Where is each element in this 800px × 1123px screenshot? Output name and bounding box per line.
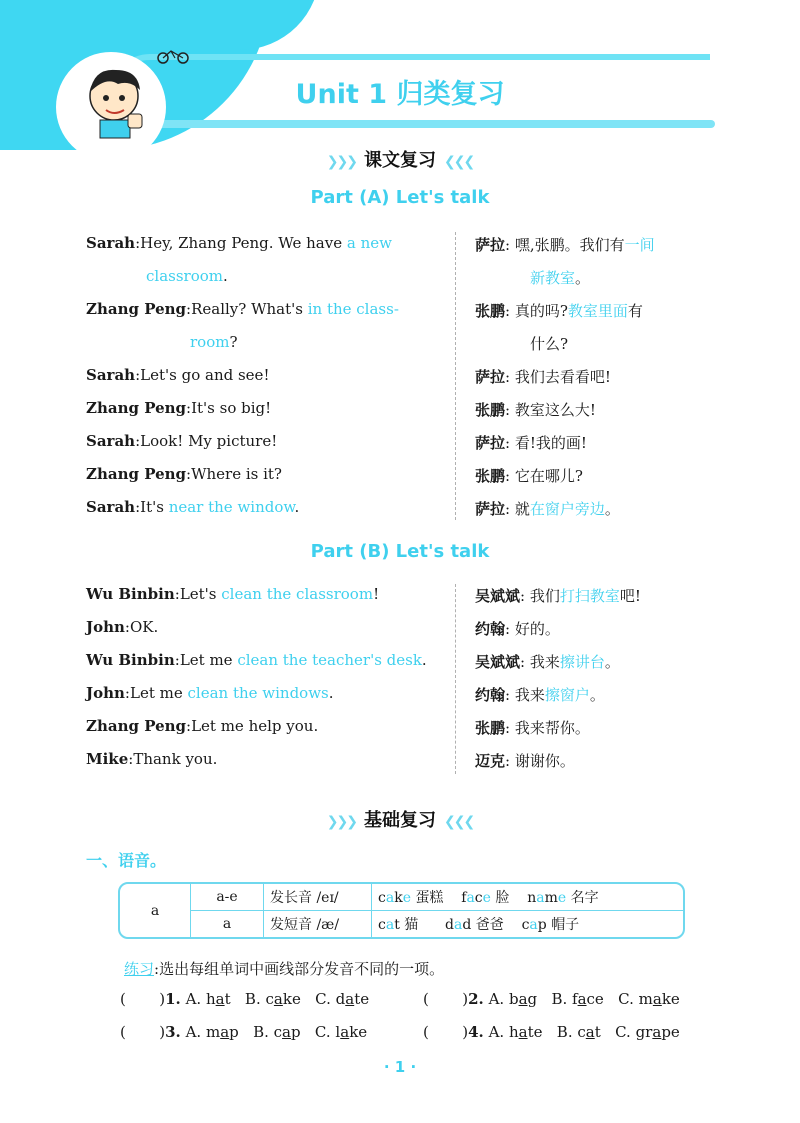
dialogue-line-zh: 吴斌斌: 我来擦讲台。: [475, 653, 620, 671]
dialogue-line-zh: 萨拉: 我们去看看吧!: [475, 368, 611, 386]
dialogue-line-zh: 张鹏: 我来帮你。: [475, 719, 590, 737]
dialogue-line-zh-cont: 什么?: [530, 335, 569, 353]
dialogue-line-en-cont: classroom.: [146, 267, 228, 285]
sound-cell: 发短音 /æ/: [264, 911, 372, 937]
dialogue-line-en: Mike:Thank you.: [86, 750, 218, 768]
dialogue-line-zh: 吴斌斌: 我们打扫教室吧!: [475, 587, 641, 605]
section-heading-basic-review: ❯❯❯ 基础复习 ❮❮❮: [326, 810, 474, 831]
part-b-heading: Part (B) Let's talk: [310, 541, 490, 562]
arrow-right-icon: ❯❯❯: [326, 154, 356, 170]
dialogue-line-en: Sarah:Let's go and see!: [86, 366, 270, 384]
dialogue-line-zh: 萨拉: 嘿,张鹏。我们有一间: [475, 236, 655, 254]
pattern-cell: a: [191, 911, 264, 937]
phonics-heading: 一、语音。: [86, 851, 167, 870]
examples-cell: cat 猫 dad 爸爸 cap 帽子: [378, 917, 580, 933]
dialogue-line-en: John:Let me clean the windows.: [86, 684, 334, 702]
column-divider: [455, 232, 456, 520]
dialogue-line-zh: 张鹏: 教室这么大!: [475, 401, 596, 419]
section-heading-text-review: ❯❯❯ 课文复习 ❮❮❮: [326, 150, 474, 171]
dialogue-line-zh: 萨拉: 看!我的画!: [475, 434, 587, 452]
arrow-left-icon: ❮❮❮: [444, 154, 474, 170]
dialogue-line-en: Sarah:Look! My picture!: [86, 432, 278, 450]
question-4[interactable]: ( )4. A. hate B. cat C. grape: [423, 1023, 680, 1041]
dialogue-line-zh: 约翰: 我来擦窗户。: [475, 686, 605, 704]
dialogue-line-en-cont: room?: [190, 333, 238, 351]
bicycle-icon: [155, 46, 195, 66]
table-row: [120, 884, 683, 911]
column-divider: [455, 584, 456, 774]
header-corner-decoration-small: [180, 0, 320, 50]
phonics-table: [118, 882, 685, 939]
title-underline: [150, 120, 715, 128]
exercise-instruction: 练习:选出每组单词中画线部分发音不同的一项。: [124, 960, 445, 978]
part-a-heading: Part (A) Let's talk: [310, 187, 490, 208]
table-row: [120, 911, 683, 937]
question-3[interactable]: ( )3. A. map B. cap C. lake: [120, 1023, 368, 1041]
arrow-left-icon: ❮❮❮: [444, 814, 474, 830]
pattern-cell: a-e: [191, 884, 264, 911]
dialogue-line-en: Zhang Peng:Really? What's in the class-: [86, 300, 399, 318]
dialogue-line-en: Zhang Peng:Let me help you.: [86, 717, 319, 735]
dialogue-line-en: Zhang Peng:Where is it?: [86, 465, 282, 483]
dialogue-line-en: Sarah:It's near the window.: [86, 498, 300, 516]
dialogue-line-zh-cont: 新教室。: [530, 269, 591, 287]
dialogue-line-zh: 约翰: 好的。: [475, 620, 560, 638]
page-title: Unit 1 归类复习: [295, 79, 505, 110]
dialogue-line-en: Wu Binbin:Let me clean the teacher's desk.: [86, 651, 427, 669]
page-number: · 1 ·: [383, 1058, 417, 1076]
dialogue-line-zh: 张鹏: 真的吗?教室里面有: [475, 302, 643, 320]
dialogue-line-en: Wu Binbin:Let's clean the classroom!: [86, 585, 380, 603]
dialogue-line-zh: 张鹏: 它在哪儿?: [475, 467, 583, 485]
letter-cell: a: [120, 884, 191, 937]
dialogue-line-en: Zhang Peng:It's so big!: [86, 399, 272, 417]
question-2[interactable]: ( )2. A. bag B. face C. make: [423, 990, 680, 1008]
question-1[interactable]: ( )1. A. hat B. cake C. date: [120, 990, 370, 1008]
arrow-right-icon: ❯❯❯: [326, 814, 356, 830]
sound-cell: 发长音 /eɪ/: [264, 884, 372, 911]
dialogue-line-zh: 迈克: 谢谢你。: [475, 752, 575, 770]
dialogue-line-en: John:OK.: [86, 618, 159, 636]
examples-cell: cake 蛋糕 face 脸 name 名字: [372, 884, 683, 911]
dialogue-line-en: Sarah:Hey, Zhang Peng. We have a new: [86, 234, 392, 252]
dialogue-line-zh: 萨拉: 就在窗户旁边。: [475, 500, 620, 518]
